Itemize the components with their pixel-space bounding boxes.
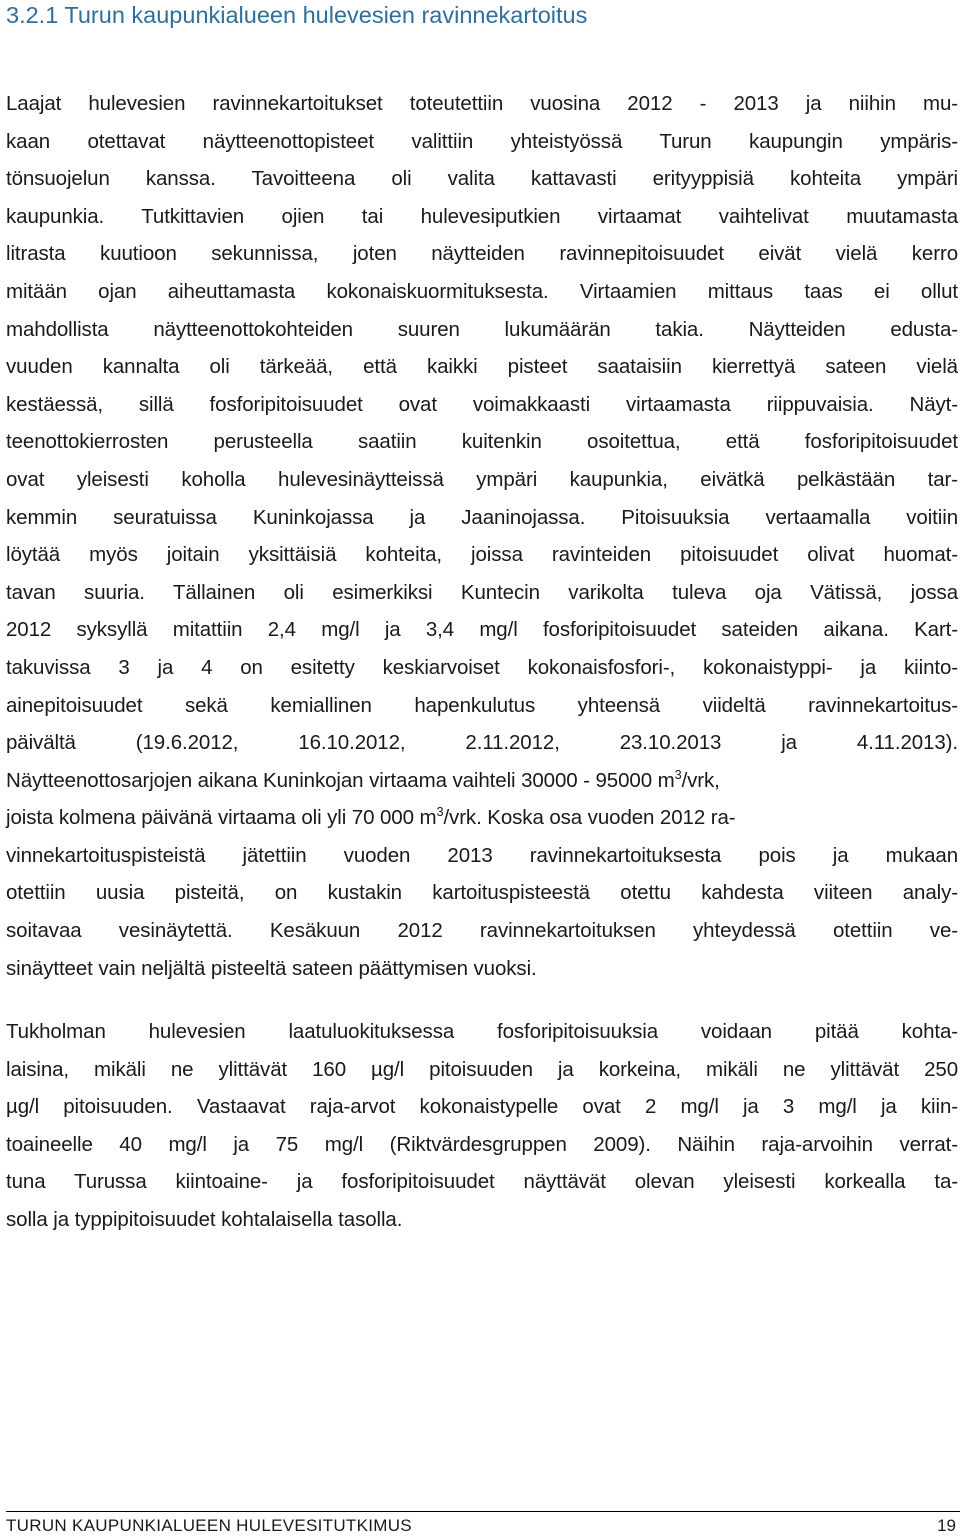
body-paragraph-1 [6,85,958,987]
text-line: löytää myös joitain yksittäisiä kohteita, joissa ravinteiden pitoisuudet olivat huomat- [6,543,958,567]
text-line: µg/l pitoisuuden. Vastaavat raja-arvot kokonaistypelle ovat 2 mg/l ja 3 mg/l ja kiin- [6,1095,958,1119]
text-line: Tukholman hulevesien laatuluokituksessa fosforipitoisuuksia voidaan pitää kohta- [6,1020,958,1043]
text-line: mahdollista näytteenottokohteiden suuren lukumäärän takia. Näytteiden edusta- [6,317,958,341]
text-line: ovat yleisesti koholla hulevesinäytteissä ympäri kaupunkia, eivätkä pelkästään tar- [6,467,958,491]
text-line: toaineelle 40 mg/l ja 75 mg/l (Riktvärdesgruppen 2009). Näihin raja-arvoihin verrat- [6,1132,958,1156]
superscript: 3 [436,804,444,820]
text-line: 2012 syksyllä mitattiin 2,4 mg/l ja 3,4 mg/l fosforipitoisuudet sateiden aikana. Kart- [6,618,958,642]
text-line: tavan suuria. Tällainen oli esimerkiksi Kuntecin varikolta tuleva oja Vätissä, jossa [6,580,958,604]
text-line: sinäytteet vain neljältä pisteeltä sateen päättymisen vuoksi. [6,956,537,980]
text-line: kaan otettavat näytteenottopisteet valittiin yhteistyössä Turun kaupungin ympäris- [6,129,958,153]
section-heading: 3.2.1 Turun kaupunkialueen hulevesien ravinnekartoitus [6,2,588,28]
text-line: vuuden kannalta oli tärkeää, että kaikki pisteet saataisiin kierrettyä sateen vielä [6,355,958,379]
text-line: laisina, mikäli ne ylittävät 160 µg/l pitoisuuden ja korkeina, mikäli ne ylittävät 250 [6,1057,958,1081]
text-line: takuvissa 3 ja 4 on esitetty keskiarvoiset kokonaisfosfori-, kokonaistyppi- ja kiinto- [6,655,958,679]
line-text-tail: /vrk, [681,768,720,792]
text-line [6,799,958,837]
line-text-tail: /vrk. Koska osa vuoden 2012 ra- [443,806,736,830]
footer-divider [6,1511,960,1512]
text-line: kestäessä, sillä fosforipitoisuudet ovat voimakkaasti virtaamasta riippuvaisia. Näyt- [6,392,958,416]
line-text: joista kolmena päivänä virtaama oli yli 70 000 m [6,806,437,830]
text-line: mitään ojan aiheuttamasta kokonaiskuormituksesta. Virtaamien mittaus taas ei ollut [6,279,958,303]
text-line: soitavaa vesinäytettä. Kesäkuun 2012 ravinnekartoituksen yhteydessä otettiin ve- [6,919,958,943]
superscript: 3 [674,766,682,782]
text-line: vinnekartoituspisteistä jätettiin vuoden 2013 ravinnekartoituksesta pois ja mukaan [6,843,958,867]
line-text: Näytteenottosarjojen aikana Kuninkojan virtaama vaihteli 30000 - 95000 m [6,768,675,792]
text-line: solla ja typpipitoisuudet kohtalaisella tasolla. [6,1207,403,1231]
text-line: tönsuojelun kanssa. Tavoitteena oli valita kattavasti erityyppisiä kohteita ympäri [6,167,958,191]
text-line [6,762,958,800]
text-line: teenottokierrosten perusteella saatiin kuitenkin osoitettua, että fosforipitoisuudet [6,430,958,454]
text-line: ainepitoisuudet sekä kemiallinen hapenkulutus yhteensä viideltä ravinnekartoitus- [6,693,958,717]
text-line: litrasta kuutioon sekunnissa, joten näytteiden ravinnepitoisuudet eivät vielä kerro [6,242,958,266]
text-line: päivältä (19.6.2012, 16.10.2012, 2.11.2012, 23.10.2013 ja 4.11.2013). [6,731,958,755]
text-line: kemmin seuratuissa Kuninkojassa ja Jaaninojassa. Pitoisuuksia vertaamalla voitiin [6,505,958,529]
text-line: kaupunkia. Tutkittavien ojien tai hulevesiputkien virtaamat vaihtelivat muutamasta [6,204,958,228]
text-line: Laajat hulevesien ravinnekartoitukset toteutettiin vuosina 2012 - 2013 ja niihin mu- [6,92,958,115]
text-line: tuna Turussa kiintoaine- ja fosforipitoisuudet näyttävät olevan yleisesti korkealla ta- [6,1170,958,1194]
footer-title: TURUN KAUPUNKIALUEEN HULEVESITUTKIMUS [6,1516,412,1535]
body-paragraph-2 [6,1013,958,1239]
text-line: otettiin uusia pisteitä, on kustakin kartoituspisteestä otettu kahdesta viiteen analy- [6,881,958,905]
page-number: 19 [937,1516,956,1535]
